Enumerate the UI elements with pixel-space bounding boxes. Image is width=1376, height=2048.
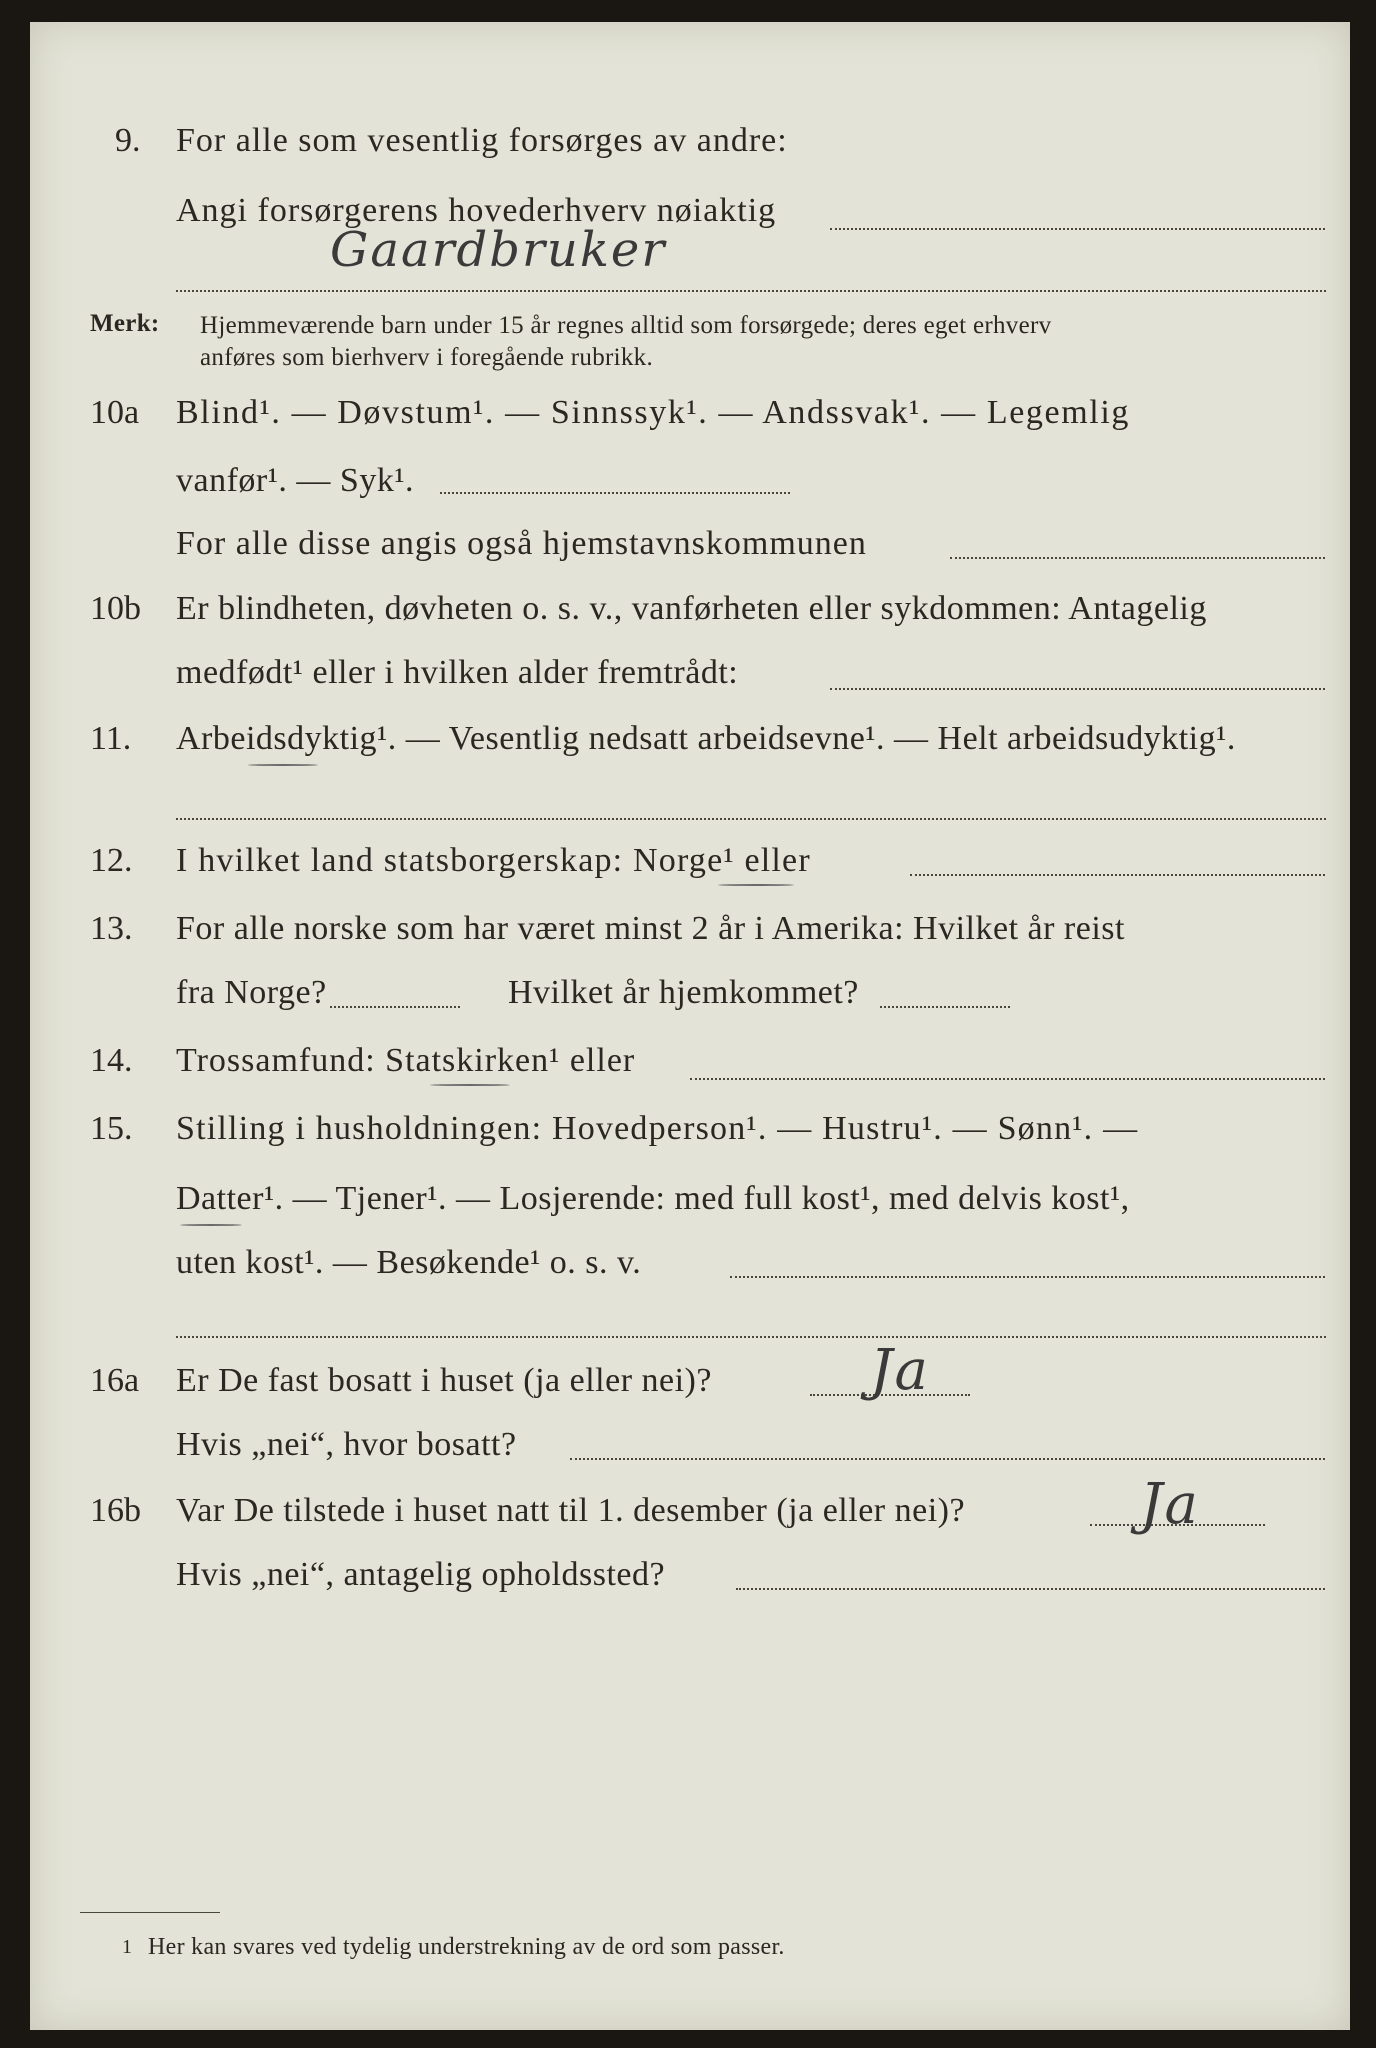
q10a-number: 10a — [90, 394, 140, 431]
q16b-number: 16b — [90, 1492, 141, 1529]
q14-number: 14. — [90, 1042, 133, 1079]
q14-line1: Trossamfund: Statskirken¹ eller — [176, 1042, 636, 1079]
footnote-text: Her kan svares ved tydelig understrekning av de ord som passer. — [148, 1934, 785, 1960]
q10a-hjemstavn-line — [950, 557, 1325, 559]
q10a-syk-line — [440, 492, 790, 494]
q15-answer-line-1 — [730, 1276, 1325, 1278]
q9-line2: Angi forsørgerens hovederhverv nøiaktig — [176, 192, 777, 229]
q16a-line1: Er De fast bosatt i huset (ja eller nei)? — [176, 1362, 712, 1399]
q11-number: 11. — [90, 720, 132, 757]
q16a-handwritten-answer: Ja — [870, 1338, 930, 1403]
q10b-answer-line — [830, 688, 1325, 690]
q16a-line2: Hvis „nei“, hvor bosatt? — [176, 1426, 517, 1463]
q16b-line1: Var De tilstede i huset natt til 1. desember (ja eller nei)? — [176, 1492, 966, 1529]
q9-number: 9. — [115, 122, 141, 159]
q13-line1: For alle norske som har været minst 2 år i Amerika: Hvilket år reist — [176, 910, 1125, 947]
q12-line1: I hvilket land statsborgerskap: Norge¹ eller — [176, 842, 811, 879]
q12-pencil-underline — [718, 884, 794, 886]
merk-line2: anføres som bierhverv i foregående rubrikk. — [200, 344, 654, 371]
q16a-number: 16a — [90, 1362, 140, 1399]
q12-answer-line — [910, 874, 1325, 876]
q15-pencil-underline — [180, 1224, 242, 1226]
q9-line1: For alle som vesentlig forsørges av andre: — [176, 122, 788, 159]
q16a-bosatt-line — [570, 1458, 1325, 1460]
q13-hjemkommet-line — [880, 1006, 1010, 1008]
q12-number: 12. — [90, 842, 133, 879]
census-form-page — [30, 22, 1350, 2030]
footnote-rule — [80, 1912, 220, 1913]
q15-line1: Stilling i husholdningen: Hovedperson¹. — Hustru¹. — Sønn¹. — — [176, 1110, 1139, 1147]
q14-answer-line — [690, 1078, 1325, 1080]
q11-line1: Arbeidsdyktig¹. — Vesentlig nedsatt arbeidsevne¹. — Helt arbeidsudyktig¹. — [176, 720, 1236, 757]
merk-line1: Hjemmeværende barn under 15 år regnes alltid som forsørgede; deres eget erhverv — [200, 312, 1052, 339]
q10a-line3: For alle disse angis også hjemstavnskommunen — [176, 525, 867, 562]
q15-line2: Datter¹. — Tjener¹. — Losjerende: med full kost¹, med delvis kost¹, — [176, 1180, 1130, 1217]
q10b-line1: Er blindheten, døvheten o. s. v., vanførheten eller sykdommen: Antagelig — [176, 590, 1207, 627]
q15-line3: uten kost¹. — Besøkende¹ o. s. v. — [176, 1244, 642, 1281]
q13-reist-line — [330, 1006, 460, 1008]
q10a-line1: Blind¹. — Døvstum¹. — Sinnssyk¹. — Andssvak¹. — Legemlig — [176, 394, 1130, 431]
q10b-number: 10b — [90, 590, 141, 627]
q10b-line2: medfødt¹ eller i hvilken alder fremtrådt: — [176, 654, 739, 691]
q14-pencil-underline — [430, 1084, 510, 1086]
q11-answer-line — [176, 818, 1326, 820]
q16b-handwritten-answer: Ja — [1140, 1472, 1200, 1537]
q9-handwritten-answer: Gaardbruker — [330, 222, 667, 278]
q13-line2b: Hvilket år hjemkommet? — [508, 974, 859, 1011]
q13-line2a: fra Norge? — [176, 974, 327, 1011]
q9-answer-line-2 — [176, 290, 1326, 292]
q11-pencil-underline — [248, 764, 318, 766]
footnote-mark: 1 — [122, 1936, 133, 1958]
q16b-opholdssted-line — [736, 1588, 1325, 1590]
q13-number: 13. — [90, 910, 133, 947]
q15-answer-line-2 — [176, 1336, 1326, 1338]
merk-label: Merk: — [90, 310, 160, 337]
q15-number: 15. — [90, 1110, 133, 1147]
q10a-line2: vanfør¹. — Syk¹. — [176, 462, 415, 499]
q16b-line2: Hvis „nei“, antagelig opholdssted? — [176, 1556, 666, 1593]
q9-answer-line-1 — [830, 228, 1325, 230]
